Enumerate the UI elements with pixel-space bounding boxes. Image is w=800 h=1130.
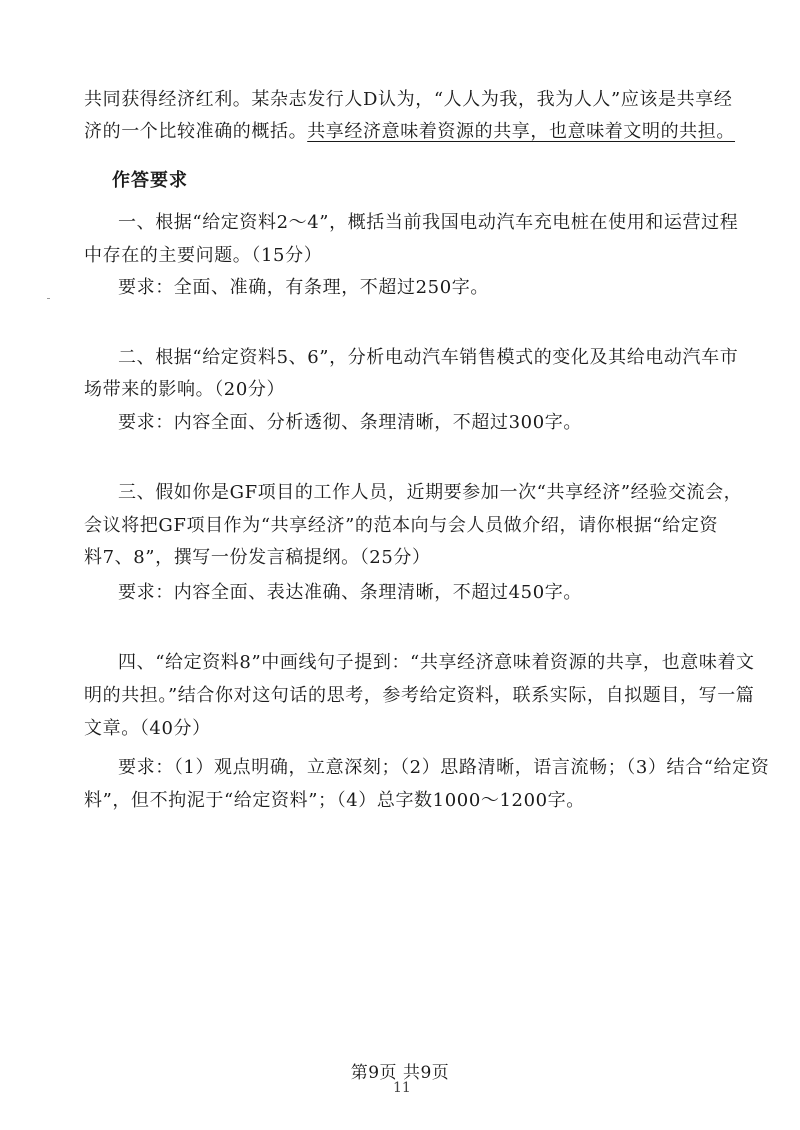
intro-line-2-plain: 济的一个比较准确的概括。 bbox=[84, 121, 308, 142]
intro-line-1: 共同获得经济红利。某杂志发行人D认为，“人人为我，我为人人”应该是共享经 bbox=[84, 89, 733, 110]
scan-speck bbox=[47, 298, 50, 299]
question-3-line-3: 料7、8”，撰写一份发言稿提纲。（25分） bbox=[84, 547, 431, 568]
question-4-line-3: 文章。（40分） bbox=[84, 718, 211, 739]
question-1-requirement: 要求：全面、准确，有条理，不超过250字。 bbox=[118, 277, 489, 298]
question-4-line-2: 明的共担。”结合你对这句话的思考，参考给定资料，联系实际，自拟题目，写一篇 bbox=[84, 685, 755, 706]
question-4-line-1: 四、“给定资料8”中画线句子提到：“共享经济意味着资源的共享，也意味着文 bbox=[118, 652, 755, 673]
question-3-line-2: 会议将把GF项目作为“共享经济”的范本向与会人员做介绍，请你根据“给定资 bbox=[84, 515, 719, 536]
question-2-line-2: 场带来的影响。（20分） bbox=[84, 379, 286, 400]
intro-line-2 bbox=[84, 119, 735, 145]
question-1-line-2: 中存在的主要问题。（15分） bbox=[84, 245, 323, 266]
question-2-line-1: 二、根据“给定资料5、6”，分析电动汽车销售模式的变化及其给电动汽车市 bbox=[118, 347, 739, 368]
question-2-requirement: 要求：内容全面、分析透彻、条理清晰，不超过300字。 bbox=[118, 412, 582, 433]
question-4-requirement-line-1: 要求：（1）观点明确，立意深刻；（2）思路清晰，语言流畅；（3）结合“给定资 bbox=[118, 757, 770, 778]
question-3-requirement: 要求：内容全面、表达准确、条理清晰，不超过450字。 bbox=[118, 582, 582, 603]
intro-underlined-sentence: 共享经济意味着资源的共享，也意味着文明的共担。 bbox=[307, 121, 736, 142]
question-3-line-1: 三、假如你是GF项目的工作人员，近期要参加一次“共享经济”经验交流会， bbox=[118, 482, 743, 503]
page-number: 11 bbox=[393, 1080, 411, 1096]
page-footer-label: 第9页 共9页 bbox=[350, 1063, 450, 1083]
section-heading: 作答要求 bbox=[112, 170, 188, 191]
question-4-requirement-line-2: 料”，但不拘泥于“给定资料”；（4）总字数1000～1200字。 bbox=[84, 790, 585, 811]
question-1-line-1: 一、根据“给定资料2～4”，概括当前我国电动汽车充电桩在使用和运营过程 bbox=[118, 212, 739, 233]
